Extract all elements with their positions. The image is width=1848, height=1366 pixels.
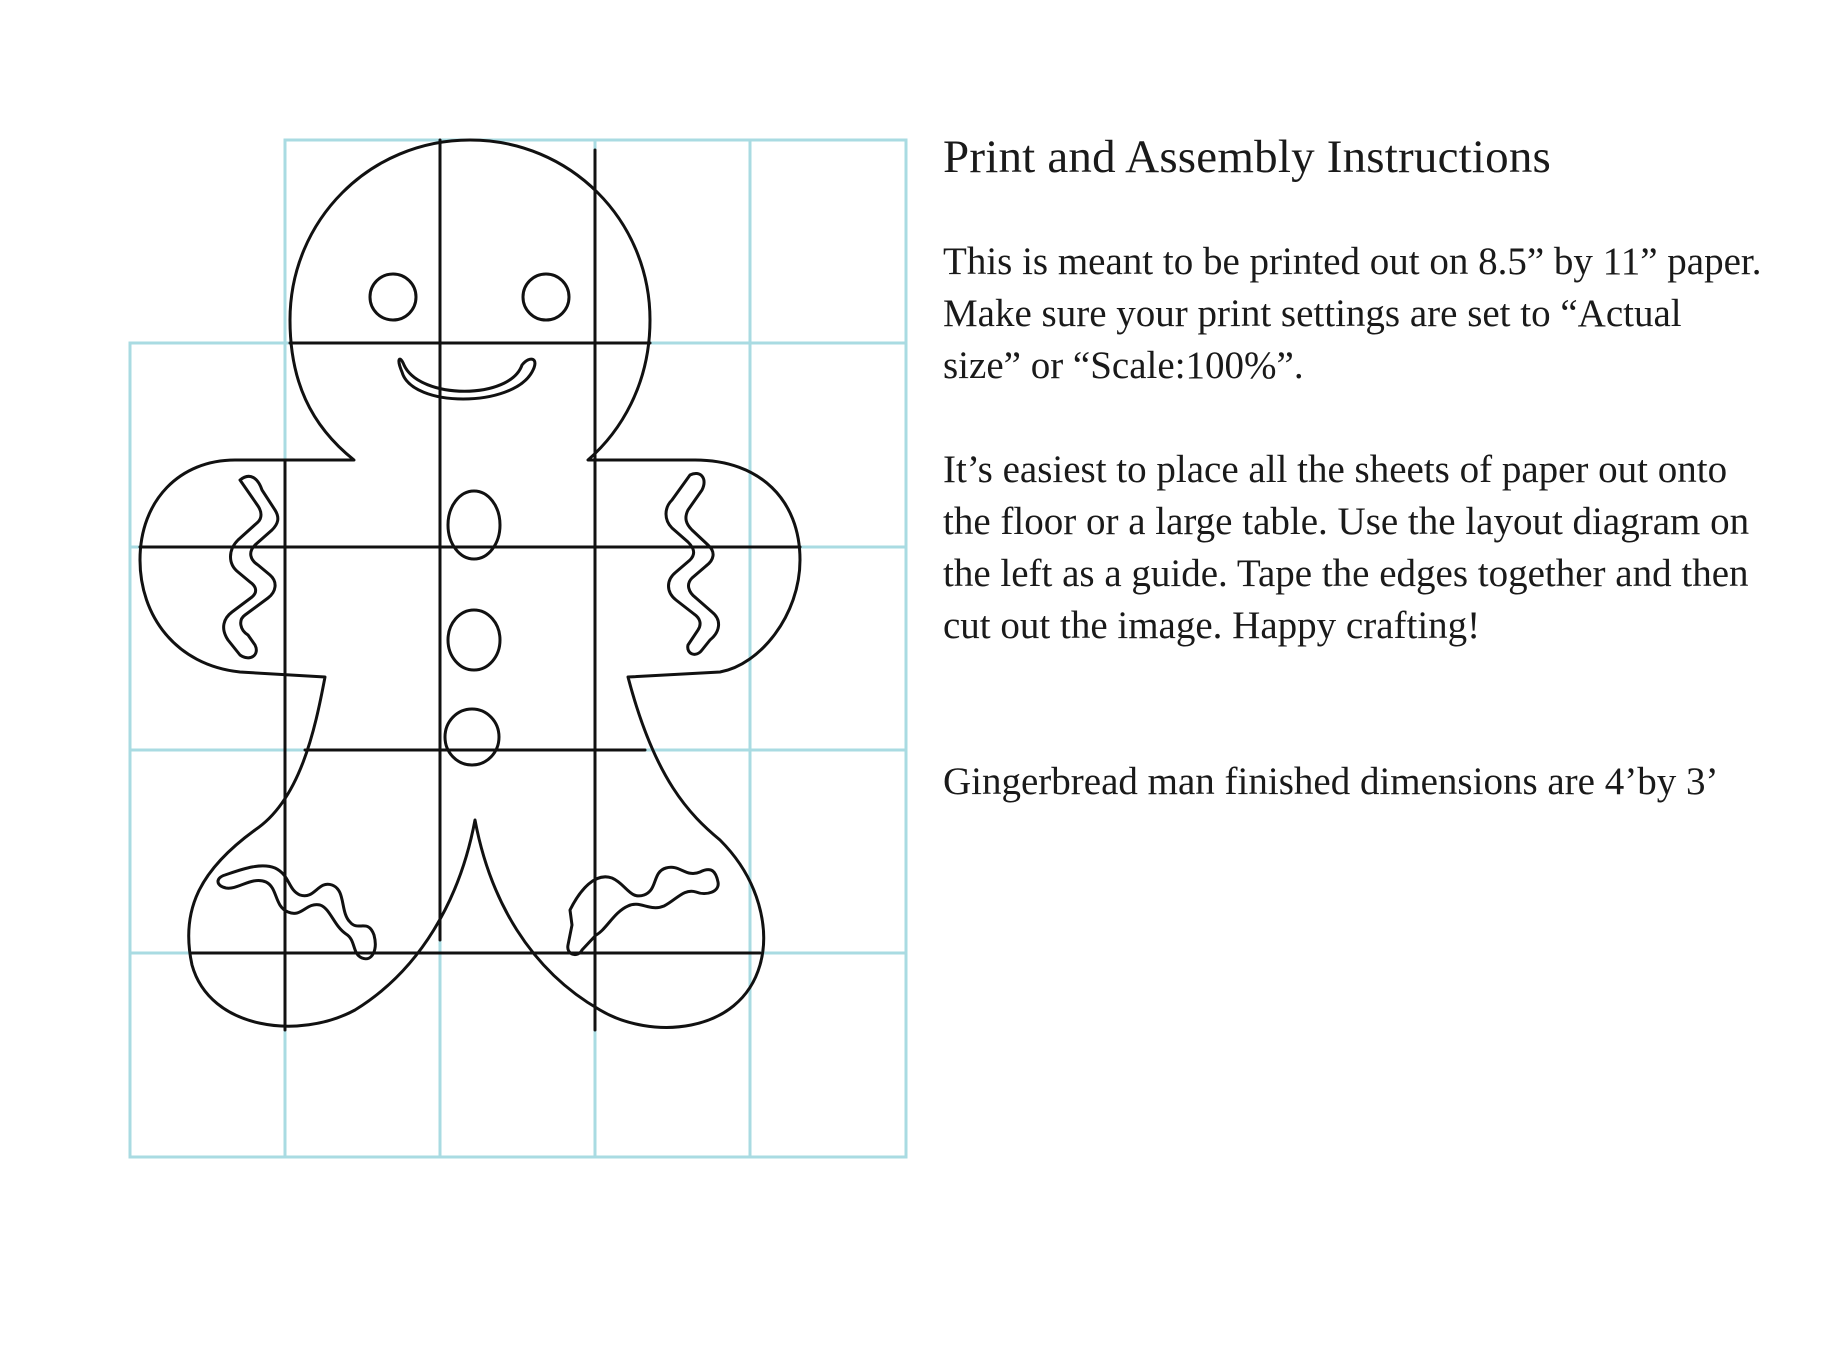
grid-cell bbox=[130, 750, 285, 953]
left-eye bbox=[370, 274, 416, 320]
left-arm-icing bbox=[224, 476, 278, 657]
left-leg-icing bbox=[218, 866, 375, 959]
grid-cell bbox=[130, 953, 285, 1157]
grid-cell bbox=[750, 343, 906, 547]
button-top bbox=[448, 491, 500, 559]
dimensions-paragraph: Gingerbread man finished dimensions are 4’by 3’ bbox=[943, 760, 1719, 804]
print-settings-paragraph: This is meant to be printed out on 8.5” by 11” paper. Make sure your print settings are set to “Actual size” or “Scale:100%”. bbox=[943, 240, 1762, 388]
grid-cell bbox=[595, 140, 750, 343]
right-leg-icing bbox=[568, 867, 718, 954]
grid-cell bbox=[595, 750, 750, 953]
grid-cell bbox=[595, 953, 750, 1157]
grid-cell bbox=[130, 547, 285, 750]
instructions-title: Print and Assembly Instructions bbox=[943, 131, 1552, 183]
grid-cell bbox=[595, 343, 750, 547]
grid-cell bbox=[750, 547, 906, 750]
smile bbox=[399, 359, 535, 399]
button-bottom bbox=[445, 709, 499, 765]
grid-cell bbox=[750, 953, 906, 1157]
grid-cell bbox=[285, 750, 440, 953]
grid-cell bbox=[440, 547, 595, 750]
right-arm-icing bbox=[666, 473, 719, 654]
instructions-panel bbox=[943, 130, 1763, 808]
right-eye bbox=[523, 274, 569, 320]
button-middle bbox=[448, 610, 500, 670]
grid-cell bbox=[285, 953, 440, 1157]
grid-cell bbox=[285, 547, 440, 750]
gingerbread-man bbox=[140, 140, 800, 1030]
grid-cell bbox=[440, 953, 595, 1157]
page-grid bbox=[130, 140, 906, 1157]
grid-cell bbox=[750, 750, 906, 953]
grid-cell bbox=[285, 343, 440, 547]
grid-cell bbox=[750, 140, 906, 343]
assembly-paragraph: It’s easiest to place all the sheets of paper out onto the floor or a large table. Use the layout diagram on the left as a guide. Tape the edges together and then cut out the image. Happy crafting! bbox=[943, 448, 1750, 648]
